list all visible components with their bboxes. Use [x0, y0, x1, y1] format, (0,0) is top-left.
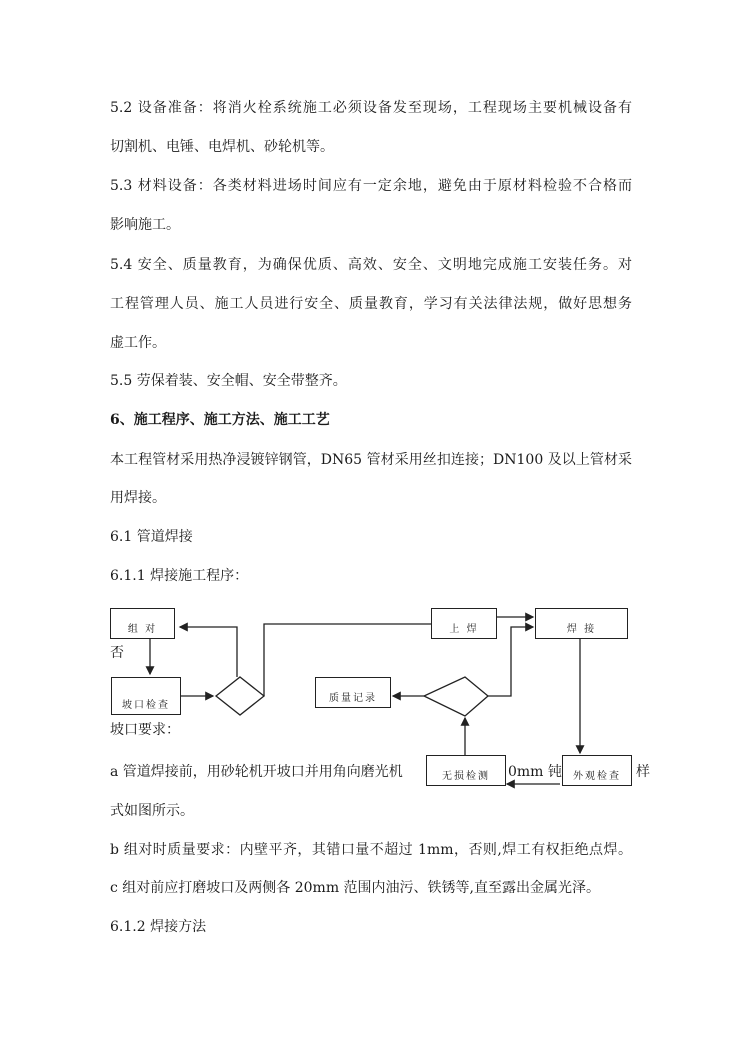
para-c: c 组对前应打磨坡口及两侧各 20mm 范围内油污、铁锈等,直至露出金属光泽。	[110, 880, 601, 896]
para-a: a 管道焊接前，用砂轮机开坡口并用角向磨光机	[110, 764, 403, 780]
flow-box-ndt: 无损检测	[426, 755, 506, 786]
decision-diamond-1	[216, 677, 264, 715]
para-5-2-cont: 切割机、电锤、电焊机、砂轮机等。	[110, 139, 334, 155]
para-a-cont: 式如图所示。	[110, 803, 194, 819]
flow-box-upper-weld: 上 焊	[431, 608, 497, 639]
para-5-5: 5.5 劳保着装、安全帽、安全带整齐。	[110, 373, 347, 389]
label-no: 否	[110, 645, 124, 661]
para-5-4-end: 虚工作。	[110, 335, 166, 351]
flow-box-quality-record: 质量记录	[315, 677, 391, 708]
para-materials: 本工程管材采用热净浸镀锌钢管，DN65 管材采用丝扣连接；DN100 及以上管材采	[110, 452, 632, 468]
para-5-3-cont: 影响施工。	[110, 217, 180, 233]
arrow-fail-to-assemble	[180, 627, 237, 677]
para-5-4: 5.4 安全、质量教育，为确保优质、高效、安全、文明地完成施工安装任务。对	[110, 257, 632, 273]
para-b: b 组对时质量要求：内壁平齐，其错口量不超过 1mm，否则,焊工有权拒绝点焊。	[110, 842, 632, 858]
decision-diamond-2	[424, 677, 488, 716]
section-6-1-1: 6.1.1 焊接施工程序：	[110, 568, 249, 584]
para-5-4-cont: 工程管理人员、施工人员进行安全、质量教育，学习有关法律法规，做好思想务	[110, 296, 632, 312]
para-5-2: 5.2 设备准备：将消火栓系统施工必须设备发至现场，工程现场主要机械设备有	[110, 100, 632, 116]
flow-box-welding: 焊 接	[535, 608, 628, 639]
para-a-mid: 0mm 钝	[508, 764, 562, 780]
flow-box-visual-check: 外观检查	[562, 755, 632, 786]
para-materials-cont: 用焊接。	[110, 490, 166, 506]
para-a-end: 样	[636, 764, 650, 780]
flow-box-bevel-check: 坡口检查	[111, 677, 181, 715]
section-6-1: 6.1 管道焊接	[110, 529, 193, 545]
para-5-3: 5.3 材料设备：各类材料进场时间应有一定余地，避免由于原材料检验不合格而	[110, 178, 632, 194]
flow-box-assemble: 组 对	[110, 608, 175, 639]
bevel-requirements: 坡口要求：	[110, 722, 180, 738]
section-heading-6: 6、施工程序、施工方法、施工工艺	[110, 412, 330, 428]
section-6-1-2: 6.1.2 焊接方法	[110, 919, 207, 935]
